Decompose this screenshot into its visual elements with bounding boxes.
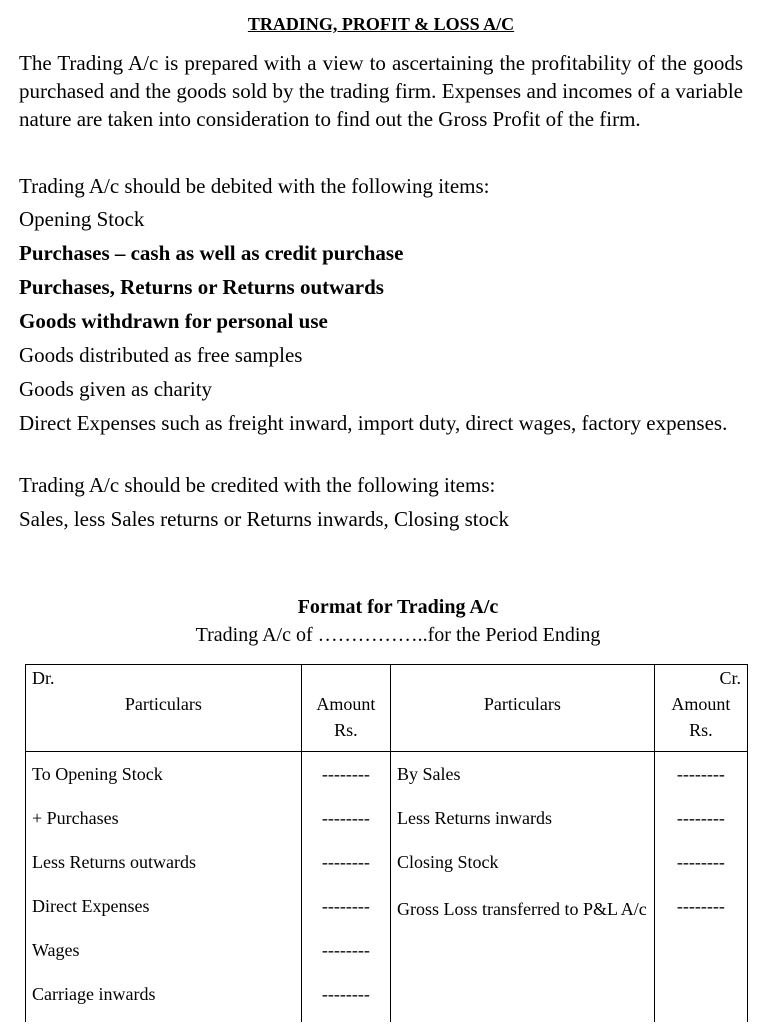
header-left-particulars [26, 665, 302, 752]
page-title: TRADING, PROFIT & LOSS A/C [247, 14, 515, 34]
left-row-carriage-inwards: Carriage inwards [32, 984, 156, 1004]
left-amount-5: -------- [321, 940, 370, 960]
particulars-header-right: Particulars [483, 694, 561, 714]
left-row-direct-expenses: Direct Expenses [32, 896, 150, 916]
right-amount-3: -------- [676, 852, 725, 872]
dr-label: Dr. [32, 668, 55, 688]
right-amount-1: -------- [676, 764, 725, 784]
right-particulars-column [390, 752, 654, 1023]
debit-item-charity: Goods given as charity [19, 377, 213, 401]
left-amount-4: -------- [321, 896, 370, 916]
header-left-amount [301, 665, 390, 752]
right-amount-column [654, 752, 747, 1023]
debit-item-purchases: Purchases – cash as well as credit purchase [19, 241, 404, 265]
right-row-closing-stock: Closing Stock [396, 852, 499, 872]
format-subtitle: Trading A/c of ……………..for the Period Ending [195, 624, 601, 646]
left-amount-6: -------- [321, 984, 370, 1004]
trading-account-table [25, 664, 748, 1022]
left-particulars-column [26, 752, 302, 1023]
table-header-row [26, 665, 748, 752]
debit-item-direct-expenses: Direct Expenses such as freight inward, import duty, direct wages, factory expenses. [19, 411, 728, 435]
left-amount-2: -------- [321, 808, 370, 828]
cr-label: Cr. [719, 668, 741, 688]
intro-paragraph: The Trading A/c is prepared with a view to ascertaining the profitability of the goods purchased and the goods sold by the trading firm. Expenses and incomes of a variable nature are taken into consideration to find out the Gross Profit of the firm. [19, 51, 743, 131]
left-row-purchases: + Purchases [32, 808, 119, 828]
debit-item-returns-outwards: Purchases, Returns or Returns outwards [19, 275, 384, 299]
amount-header-right: Amount [671, 694, 731, 714]
format-title: Format for Trading A/c [297, 596, 499, 618]
credit-items: Sales, less Sales returns or Returns inwards, Closing stock [19, 507, 509, 531]
right-amount-4: -------- [676, 896, 725, 916]
left-row-returns-outwards: Less Returns outwards [32, 852, 196, 872]
right-row-sales: By Sales [396, 764, 461, 784]
left-amount-1: -------- [321, 764, 370, 784]
credit-intro: Trading A/c should be credited with the following items: [19, 473, 496, 497]
right-amount-2: -------- [676, 808, 725, 828]
debit-item-opening-stock: Opening Stock [19, 207, 145, 231]
header-right-particulars [390, 665, 654, 752]
debit-intro: Trading A/c should be debited with the following items: [19, 174, 490, 198]
rs-label-left: Rs. [334, 720, 358, 740]
rs-label-right: Rs. [689, 720, 713, 740]
left-row-wages: Wages [32, 940, 80, 960]
amount-header-left: Amount [316, 694, 376, 714]
left-amount-3: -------- [321, 852, 370, 872]
right-row-gross-loss: Gross Loss transferred to P&L A/c [396, 899, 647, 919]
right-row-returns-inwards: Less Returns inwards [396, 808, 552, 828]
particulars-header-left: Particulars [124, 694, 202, 714]
debit-item-goods-withdrawn: Goods withdrawn for personal use [19, 309, 328, 333]
left-row-opening-stock: To Opening Stock [32, 764, 163, 784]
debit-item-free-samples: Goods distributed as free samples [19, 343, 303, 367]
table-body-row [26, 752, 748, 1023]
left-amount-column [301, 752, 390, 1023]
header-right-amount [654, 665, 747, 752]
